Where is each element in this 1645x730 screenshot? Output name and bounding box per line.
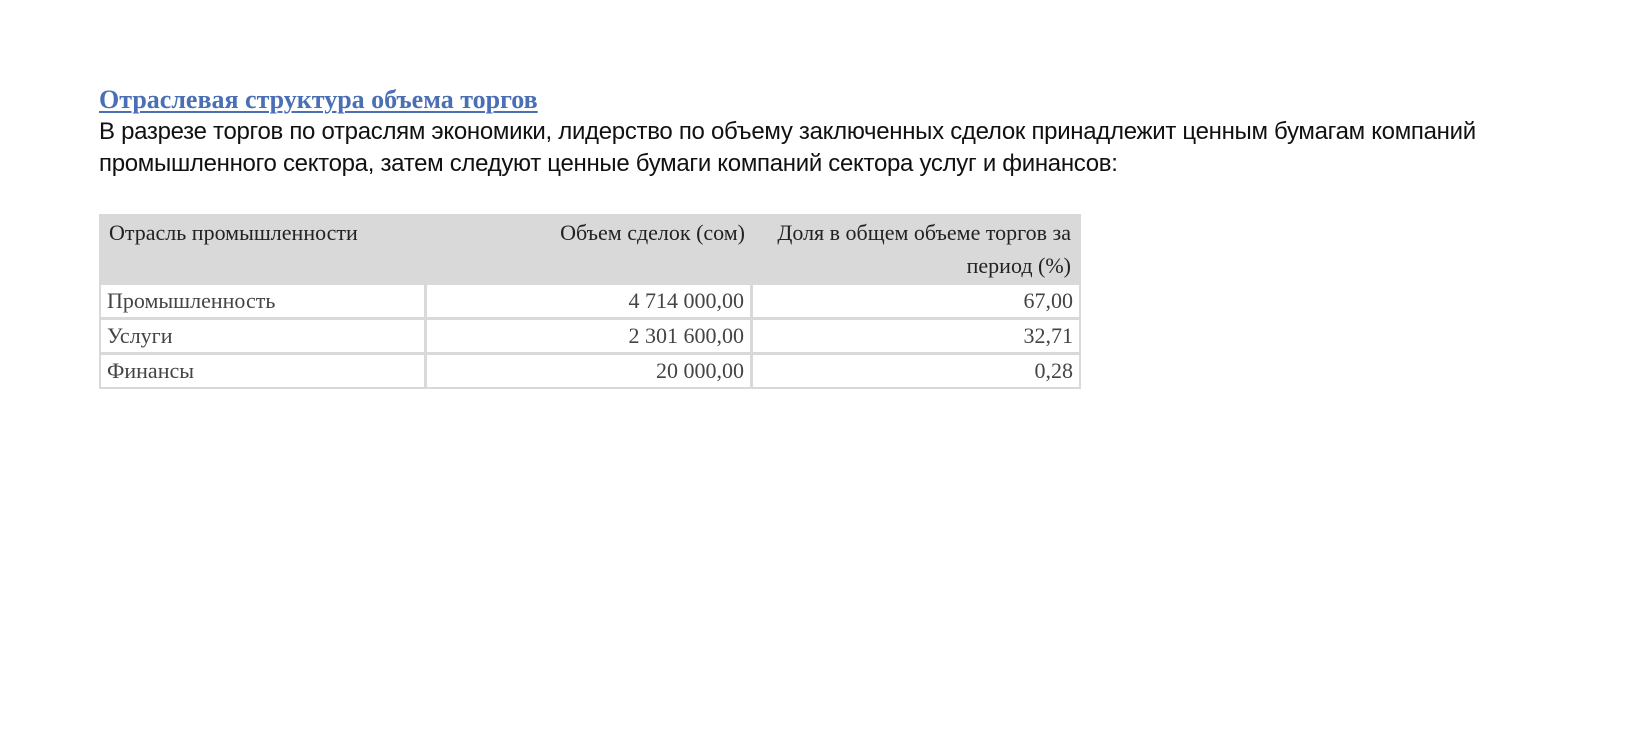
intro-paragraph: В разрезе торгов по отраслям экономики, лидерство по объему заключенных сделок принадлежит ценным бумагам компаний промышленного сектора, затем следуют ценные бумаги компаний сектора услуг и финансов:	[99, 118, 1476, 177]
document-page	[99, 84, 1619, 383]
cell-share: 32,71	[753, 317, 1079, 352]
table-row	[101, 317, 1079, 352]
cell-industry: Финансы	[101, 352, 427, 387]
cell-volume: 20 000,00	[427, 352, 753, 387]
cell-share: 67,00	[753, 282, 1079, 317]
cell-industry: Промышленность	[101, 282, 427, 317]
header-share: Доля в общем объеме торгов за период (%)	[753, 216, 1079, 282]
table-row	[101, 352, 1079, 387]
cell-share: 0,28	[753, 352, 1079, 387]
header-volume: Объем сделок (сом)	[427, 216, 753, 282]
table-row	[101, 282, 1079, 317]
cell-volume: 4 714 000,00	[427, 282, 753, 317]
cell-industry: Услуги	[101, 317, 427, 352]
trading-structure-table	[99, 214, 1081, 389]
cell-volume: 2 301 600,00	[427, 317, 753, 352]
header-industry: Отрасль промышленности	[101, 216, 427, 282]
section-title[interactable]: Отраслевая структура объема торгов	[99, 85, 538, 114]
table-header-row	[101, 216, 1079, 282]
table-container	[99, 214, 1081, 389]
